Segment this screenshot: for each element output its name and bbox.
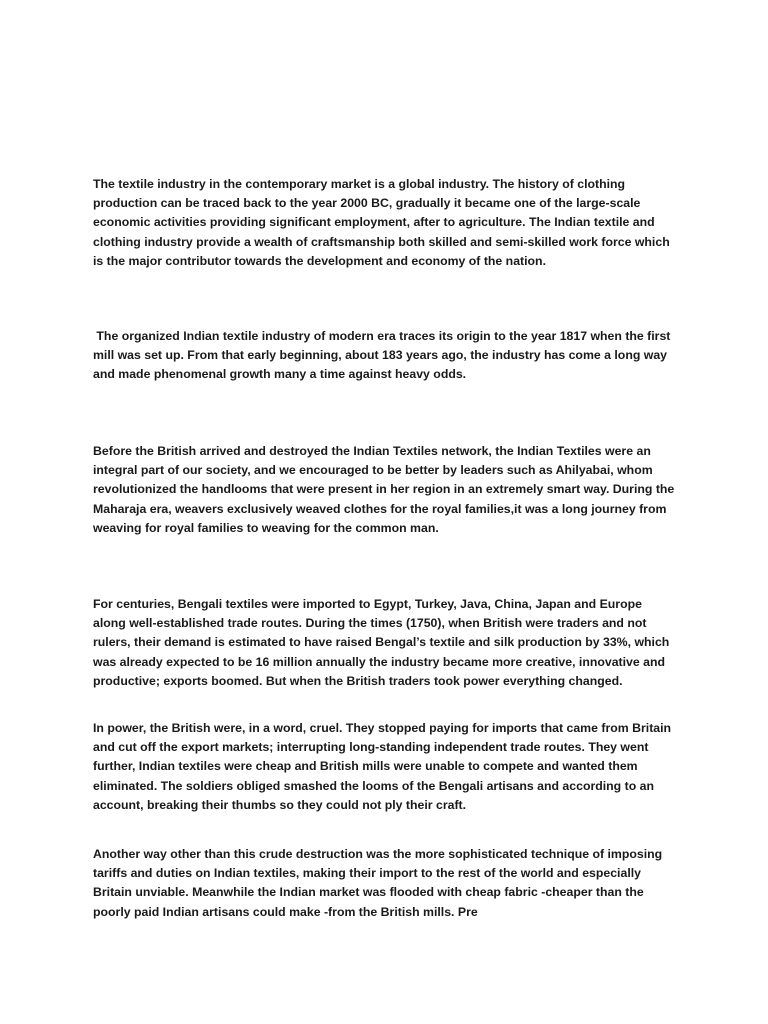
paragraph-before-british: Before the British arrived and destroyed the Indian Textiles network, the Indian Textiles were an integral part of our society, and we encouraged to be better by leaders such as Ahilyabai, whom revolutionized the handlooms that were present in her region in an extremely smart way. During the Maharaja era, weavers exclusively weaved clothes for the royal families,it was a long journey from weaving for royal families to weaving for the common man.: [93, 444, 678, 535]
paragraph-organized-industry-origin: The organized Indian textile industry of modern era traces its origin to the year 1817 when the first mill was set up. From that early beginning, about 183 years ago, the industry has come a long way and made phenomenal growth many a time against heavy odds.: [93, 329, 674, 382]
paragraph-tariffs-and-duties: Another way other than this crude destruction was the more sophisticated technique of imposing tariffs and duties on Indian textiles, making their import to the rest of the world and especially Britain unviable. Meanwhile the Indian market was flooded with cheap fabric -cheaper than the poorly paid Indian artisans could make -from the British mills. Pre: [93, 847, 666, 919]
paragraph-bengali-textiles: For centuries, Bengali textiles were imported to Egypt, Turkey, Java, China, Japan and Europe along well-established trade routes. During the times (1750), when British were traders and not rulers, their demand is estimated to have raised Bengal’s textile and silk production by 33%, which was already expected to be 16 million annually the industry became more creative, innovative and productive; exports boomed. But when the British traders took power everything changed.: [93, 597, 673, 688]
paragraph-british-in-power: In power, the British were, in a word, cruel. They stopped paying for imports that came from Britain and cut off the export markets; interrupting long-standing independent trade routes. They went further, Indian textiles were cheap and British mills were unable to compete and wanted them eliminated. The soldiers obliged smashed the looms of the Bengali artisans and according to an account, breaking their thumbs so they could not ply their craft.: [93, 721, 675, 812]
paragraph-textile-industry-overview: The textile industry in the contemporary market is a global industry. The history of clothing production can be traced back to the year 2000 BC, gradually it became one of the large-scale economic activities providing significant employment, after to agriculture. The Indian textile and clothing industry provide a wealth of craftsmanship both skilled and semi-skilled work force which is the major contributor towards the development and economy of the nation.: [93, 177, 674, 268]
